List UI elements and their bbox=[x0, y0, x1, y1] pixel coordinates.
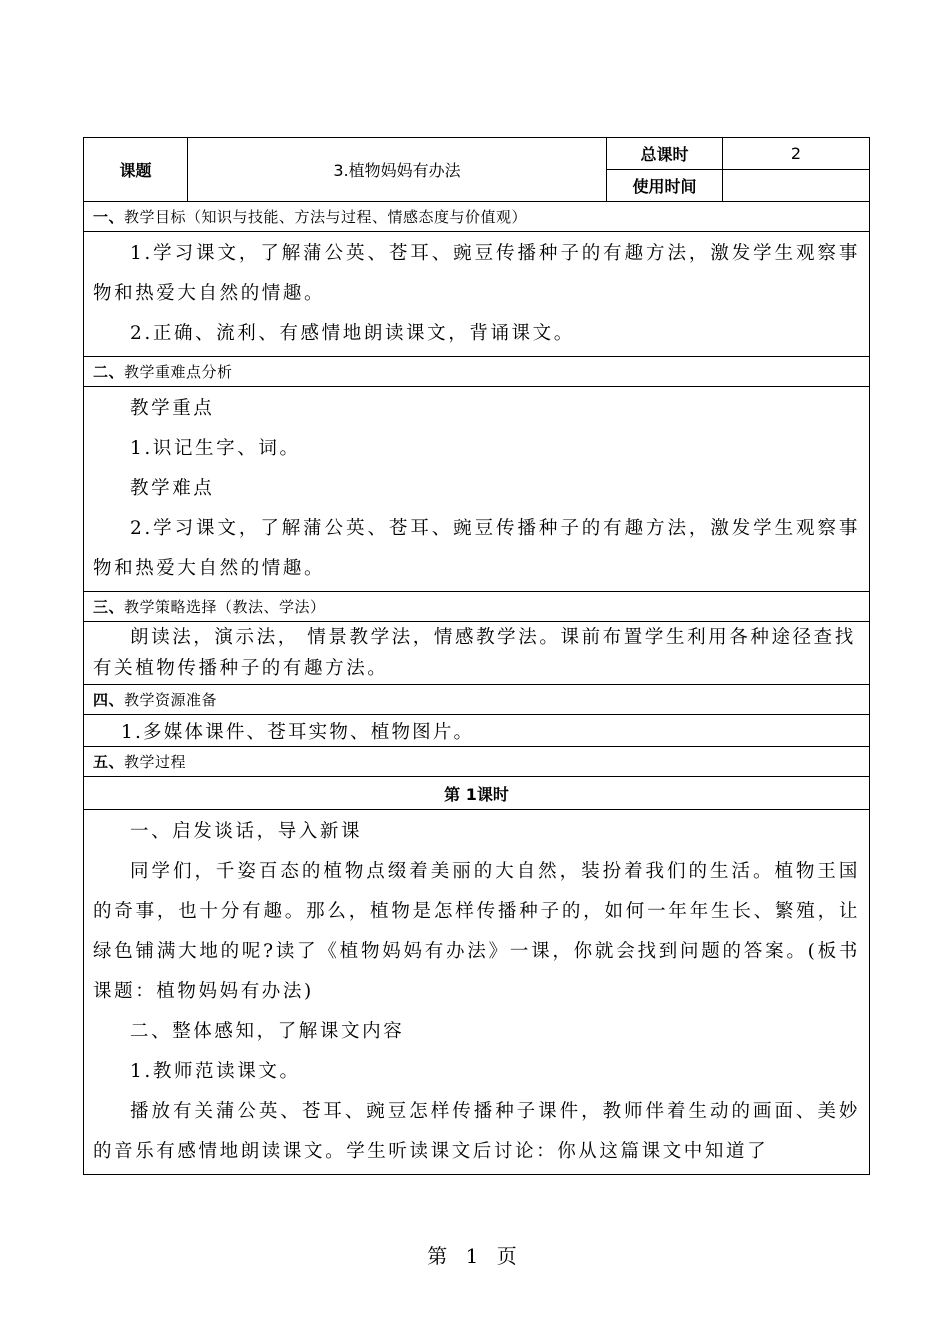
lesson-period-label: 第 1课时 bbox=[84, 777, 870, 810]
total-hours-label: 总课时 bbox=[607, 138, 723, 170]
goals-section-heading: 一、教学目标（知识与技能、方法与过程、情感态度与价值观） bbox=[84, 202, 870, 232]
goal-item: 1.学习课文，了解蒲公英、苍耳、豌豆传播种子的有趣方法，激发学生观察事物和热爱大自然的情趣。 bbox=[93, 243, 860, 304]
process-item: 同学们，千姿百态的植物点缀着美丽的大自然，装扮着我们的生活。植物王国的奇事，也十分有趣。那么，植物是怎样传播种子的，如何一年年生长、繁殖，让绿色铺满大地的呢?读了《植物妈妈有办法》一课，你就会找到问题的答案。(板书课题：植物妈妈有办法) bbox=[93, 861, 860, 1002]
topic-value: 3.植物妈妈有办法 bbox=[188, 138, 607, 202]
resources-section-heading: 四、教学资源准备 bbox=[84, 685, 870, 715]
strategy-content bbox=[84, 622, 870, 685]
topic-label: 课题 bbox=[84, 138, 188, 202]
goals-content bbox=[84, 232, 870, 357]
key-point-item: 2.学习课文，了解蒲公英、苍耳、豌豆传播种子的有趣方法，激发学生观察事物和热爱大自然的情趣。 bbox=[93, 518, 860, 579]
key-point-item: 教学难点 bbox=[130, 478, 215, 499]
process-content bbox=[84, 810, 870, 1175]
key-point-item: 1.识记生字、词。 bbox=[130, 438, 301, 459]
strategy-text: 朗读法，演示法， 情景教学法，情感教学法。课前布置学生利用各种途径查找有关植物传播种子的有趣方法。 bbox=[93, 627, 856, 679]
resources-text: 1.多媒体课件、苍耳实物、植物图片。 bbox=[84, 715, 870, 747]
process-section-heading: 五、教学过程 bbox=[84, 747, 870, 777]
key-points-content bbox=[84, 387, 870, 592]
total-hours-value: 2 bbox=[723, 138, 870, 170]
strategy-section-heading: 三、教学策略选择（教法、学法） bbox=[84, 592, 870, 622]
lesson-plan-table bbox=[83, 137, 870, 1175]
goal-item: 2.正确、流利、有感情地朗读课文，背诵课文。 bbox=[130, 323, 575, 344]
key-points-section-heading: 二、教学重难点分析 bbox=[84, 357, 870, 387]
page-number: 第 1 页 bbox=[427, 1244, 523, 1268]
process-item: 二、整体感知，了解课文内容 bbox=[130, 1021, 405, 1042]
process-item: 一、启发谈话，导入新课 bbox=[130, 821, 363, 842]
use-time-label: 使用时间 bbox=[607, 170, 723, 202]
key-point-item: 教学重点 bbox=[130, 398, 215, 419]
process-item: 播放有关蒲公英、苍耳、豌豆怎样传播种子课件，教师伴着生动的画面、美妙的音乐有感情地朗读课文。学生听读课文后讨论：你从这篇课文中知道了 bbox=[93, 1101, 860, 1162]
process-item: 1.教师范读课文。 bbox=[130, 1061, 301, 1082]
use-time-value bbox=[723, 170, 870, 202]
